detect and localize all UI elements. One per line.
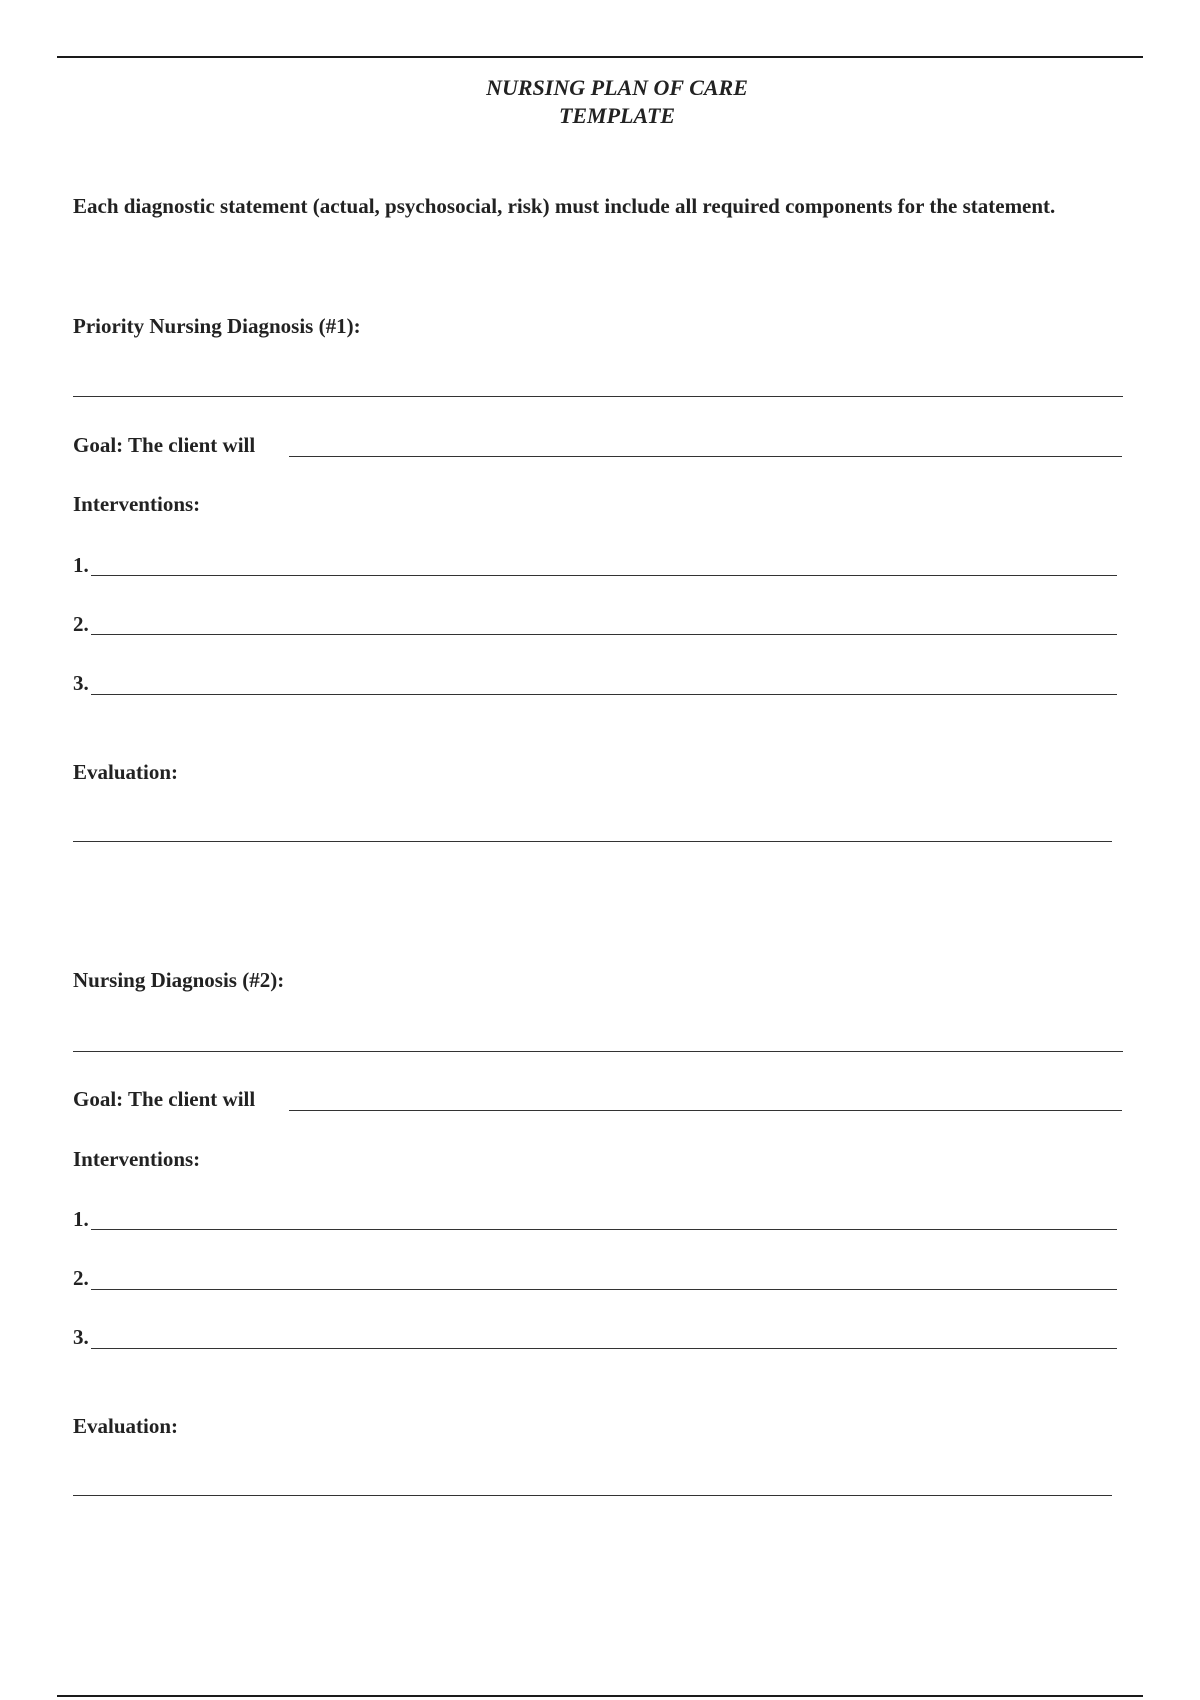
diagnosis1-heading: Priority Nursing Diagnosis (#1): xyxy=(73,314,361,338)
diagnosis2-intervention-2-number: 2. xyxy=(73,1266,89,1290)
diagnosis1-intervention-1-number: 1. xyxy=(73,553,89,577)
diagnosis1-goal-field[interactable] xyxy=(289,456,1122,457)
document-title: NURSING PLAN OF CARE xyxy=(486,75,748,100)
diagnosis2-intervention-3-field[interactable] xyxy=(91,1348,1117,1349)
diagnosis2-goal-field[interactable] xyxy=(289,1110,1122,1111)
diagnosis2-evaluation-field[interactable] xyxy=(73,1495,1112,1496)
diagnosis1-intervention-3-number: 3. xyxy=(73,671,89,695)
diagnosis2-intervention-1-number: 1. xyxy=(73,1207,89,1231)
diagnosis2-heading: Nursing Diagnosis (#2): xyxy=(73,968,285,992)
diagnosis2-intervention-2-field[interactable] xyxy=(91,1289,1117,1290)
diagnosis1-intervention-3-field[interactable] xyxy=(91,694,1117,695)
diagnosis1-intervention-2-number: 2. xyxy=(73,612,89,636)
header-rule xyxy=(57,56,1143,58)
diagnosis1-intervention-2-field[interactable] xyxy=(91,634,1117,635)
diagnosis1-intervention-1-field[interactable] xyxy=(91,575,1117,576)
diagnosis1-goal-label: Goal: The client will xyxy=(73,433,256,457)
diagnosis2-goal-label: Goal: The client will xyxy=(73,1087,256,1111)
diagnosis2-intervention-1-field[interactable] xyxy=(91,1229,1117,1230)
diagnosis1-evaluation-label: Evaluation: xyxy=(73,760,179,784)
diagnosis1-interventions-label: Interventions: xyxy=(73,492,201,516)
diagnosis2-field[interactable] xyxy=(73,1051,1123,1052)
instruction-text: Each diagnostic statement (actual, psychosocial, risk) must include all required components for the statement. xyxy=(73,194,1056,218)
footer-rule xyxy=(57,1695,1143,1697)
diagnosis2-evaluation-label: Evaluation: xyxy=(73,1414,179,1438)
document-subtitle: TEMPLATE xyxy=(558,103,676,128)
diagnosis2-interventions-label: Interventions: xyxy=(73,1147,201,1171)
diagnosis2-intervention-3-number: 3. xyxy=(73,1325,89,1349)
diagnosis1-evaluation-field[interactable] xyxy=(73,841,1112,842)
diagnosis1-field[interactable] xyxy=(73,396,1123,397)
